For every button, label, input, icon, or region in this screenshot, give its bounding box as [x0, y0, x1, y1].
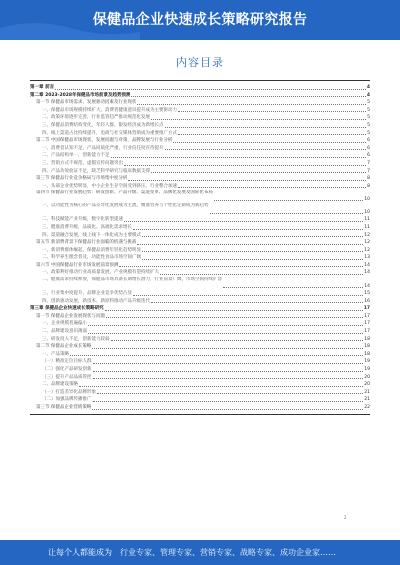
toc-entry[interactable] — [30, 381, 370, 389]
toc-entry-text: 二、科学养生理念普及，功能性食品市场空间广阔 — [42, 255, 141, 261]
toc-entry-page: 22 — [364, 404, 370, 410]
toc-dot-leader — [97, 393, 363, 394]
toc-entry-page: 6 — [367, 138, 370, 144]
toc-entry-text: （一）打造差异化品牌形象 — [42, 389, 96, 395]
toc-dot-leader — [92, 409, 363, 410]
toc-entry[interactable] — [30, 168, 370, 176]
toc-entry[interactable] — [30, 366, 370, 374]
toc-dot-leader — [178, 187, 366, 188]
toc-entry-page: 8 — [367, 176, 370, 182]
toc-entry-text: 三、营销方式不规范，虚假宣传问题突出 — [42, 160, 123, 166]
toc-heading: 内容目录 — [176, 56, 224, 69]
toc-entry-text: 第六节 中国保健品行业市场发展前景预测 — [36, 262, 119, 268]
toc-entry-page: 7 — [367, 160, 370, 166]
toc-entry[interactable] — [30, 269, 370, 277]
toc-dot-leader — [79, 386, 363, 387]
toc-entry[interactable] — [30, 247, 370, 255]
toc-entry-page: 12 — [364, 232, 370, 238]
toc-entry-page: 18 — [364, 351, 370, 357]
toc-entry-page: 7 — [367, 168, 370, 174]
toc-entry-text: 二、政策环境逐步完善，行业监管趋严推动规范化发展 — [42, 115, 150, 121]
toc-entry-page: 4 — [366, 92, 370, 98]
toc-entry[interactable] — [30, 254, 370, 262]
toc-entry-page: 5 — [367, 115, 370, 121]
toc-entry-page: 21 — [364, 397, 370, 403]
toc-entry-text: 二、健康需求持续释放，保健品市场具备长期增长潜力，行业前景广阔，市场空间持续扩容 — [42, 277, 222, 283]
toc-entry[interactable] — [30, 404, 370, 412]
toc-entry[interactable] — [30, 336, 370, 344]
toc-entry[interactable] — [30, 239, 370, 247]
toc-dot-leader — [214, 200, 363, 201]
toc-dot-leader — [137, 244, 363, 245]
toc-dot-leader — [93, 401, 364, 402]
toc-entry[interactable] — [30, 114, 370, 122]
toc-entry-text: 一、消费者认知不足，产品同质化严重，行业信任度有待提升 — [42, 145, 164, 151]
toc-entry-text: 三、研发投入不足，创新能力较弱 — [42, 336, 110, 342]
toc-entry[interactable] — [30, 183, 370, 191]
toc-entry-text: 第二章 2023-2028年保健品市场前景及趋势预测 — [30, 92, 131, 98]
toc-dot-leader — [151, 302, 363, 303]
toc-entry-text: （二）强化产品研发创新 — [42, 367, 92, 372]
toc-entry-page: 20 — [364, 382, 370, 388]
toc-entry-page: 12 — [364, 240, 370, 246]
toc-entry-text: 一、保健品市场规模持续扩大，消费者健康意识提升成为主要驱动力 — [42, 107, 177, 113]
toc-dot-leader — [88, 333, 363, 334]
toc-dot-leader — [210, 213, 364, 214]
toc-entry-page: 6 — [367, 145, 370, 151]
toc-entry-page: 18 — [364, 344, 370, 350]
toc-dot-leader — [92, 348, 363, 349]
toc-entry-text: 一、头部企业优势明显，中小企业生存空间受到挤压，行业整合加速 — [42, 183, 177, 189]
toc-entry-page: 17 — [364, 313, 370, 319]
toc-entry[interactable] — [30, 99, 370, 107]
toc-entry[interactable] — [30, 262, 370, 270]
toc-entry[interactable] — [30, 328, 370, 336]
toc-dot-leader — [111, 157, 367, 158]
toc-entry-text: 四、渠道融合发展，线上线下一体化成为主要模式 — [42, 232, 141, 238]
toc-entry-text: 一、政策利好推动行业高质量发展，产业规模有望持续扩大 — [42, 270, 159, 276]
toc-entry[interactable] — [30, 320, 370, 328]
toc-dot-leader — [142, 251, 363, 252]
toc-entry-page: 13 — [364, 255, 370, 261]
toc-entry-page: 5 — [367, 107, 370, 113]
toc-entry[interactable] — [30, 374, 370, 382]
toc-entry[interactable] — [30, 216, 370, 224]
toc-entry-page: 14 — [364, 262, 370, 268]
toc-entry-text: 第三章 保健品企业快速成长策略研究 — [30, 306, 104, 312]
toc-entry[interactable] — [30, 152, 370, 160]
toc-entry-page: 20 — [364, 374, 370, 380]
toc-dot-leader — [173, 142, 366, 143]
footer-bar — [0, 540, 400, 565]
toc-entry[interactable] — [30, 92, 370, 100]
toc-entry-text: 第一节 保健品市场需求、发展驱动因素及行业现状 — [36, 100, 137, 106]
toc-entry-page: 17 — [363, 306, 370, 312]
toc-dot-leader — [119, 266, 363, 267]
toc-entry-text: 三、保健品消费结构变化，年轻人群、银发经济成为新增长点 — [42, 122, 164, 128]
toc-entry-text: 二、品牌建设策略 — [42, 382, 78, 388]
toc-entry-text: 一、企业规模普遍偏小 — [42, 321, 87, 327]
toc-bottom-rule — [30, 414, 370, 415]
toc-entry-page: 5 — [367, 122, 370, 128]
toc-entry-text: 第四节 保健品行业发展趋势：研发创新、产品升级、渠道变革、品牌化发展及国际化布局 — [36, 190, 213, 196]
toc-entry[interactable] — [30, 175, 370, 183]
toc-entry[interactable] — [30, 396, 370, 404]
toc-entry-page: 19 — [364, 359, 370, 365]
toc-entry[interactable] — [30, 203, 370, 216]
toc-dot-leader — [133, 229, 363, 230]
toc-dot-leader — [142, 236, 363, 237]
toc-entry-text: （三）提升产品品质管控 — [42, 374, 92, 380]
toc-dot-leader — [133, 295, 363, 296]
toc-entry-text: 第二节 保健品企业成长策略 — [36, 344, 92, 350]
toc-dot-leader — [178, 134, 366, 135]
toc-entry-text: （一）精准定位目标人群 — [42, 359, 92, 365]
toc-entry-page: 14 — [364, 270, 370, 276]
toc-entry[interactable] — [30, 313, 370, 321]
toc-entry-text: 一、产品策略 — [42, 351, 69, 357]
toc-dot-leader — [93, 371, 364, 372]
toc-entry-text: 第五节 新消费背景下保健品行业面临的机遇与挑战 — [36, 240, 137, 246]
toc-entry-page: 18 — [364, 336, 370, 342]
toc-entry[interactable] — [30, 130, 370, 138]
toc-entry-text: 第三节 保健品行业竞争格局与市场集中度分析 — [36, 176, 128, 182]
toc-dot-leader — [55, 89, 366, 90]
toc-entry[interactable] — [30, 145, 370, 153]
toc-dot-leader — [165, 149, 367, 150]
toc-entry[interactable] — [30, 305, 370, 313]
toc-entry-page: 17 — [364, 321, 370, 327]
toc-dot-leader — [70, 355, 363, 356]
toc-entry-text: 三、健康消费升级，品质化、高端化需求增长 — [42, 224, 132, 230]
toc-dot-leader — [88, 325, 363, 326]
toc-dot-leader — [137, 104, 366, 105]
toc-dot-leader — [106, 317, 363, 318]
toc-entry-page: 6 — [367, 153, 370, 159]
toc-entry-text: 四、创新驱动发展，新技术、新原料推动产品升级迭代 — [42, 298, 150, 304]
toc-dot-leader — [131, 96, 365, 97]
toc-dot-leader — [178, 111, 366, 112]
toc-entry-page: 5 — [367, 100, 370, 106]
toc-entry-page: 10 — [364, 196, 370, 202]
toc-entry[interactable] — [30, 358, 370, 366]
toc-entry[interactable] — [30, 232, 370, 240]
toc-entry-text: 第三节 保健品企业营销策略 — [36, 404, 92, 410]
toc-entry-page: 12 — [364, 247, 370, 253]
toc-dot-leader — [93, 378, 364, 379]
toc-entry[interactable] — [30, 224, 370, 232]
footer-tagline: 行业专家、管理专家、营销专家、战略专家、成功企业家…… — [120, 548, 336, 557]
toc-entry-text: 第一章 前言 — [30, 85, 55, 90]
toc-entry-page: 16 — [364, 298, 370, 304]
toc-dot-leader — [160, 274, 363, 275]
report-title: 保健品企业快速成长策略研究报告 — [92, 12, 308, 28]
toc-entry-page: 10 — [364, 209, 370, 215]
toc-entry-page: 17 — [364, 329, 370, 335]
toc-entry-page: 21 — [364, 389, 370, 395]
toc-entry[interactable] — [30, 107, 370, 115]
toc-entry-text: 第二节 中国保健品市场现状、发展问题与对策，品牌发展与行业分析 — [36, 138, 173, 144]
toc-entry[interactable] — [30, 84, 370, 92]
toc-entry-page: 4 — [366, 85, 370, 90]
toc-dot-leader — [151, 119, 366, 120]
toc-top-rule — [30, 80, 370, 81]
toc-entry[interactable] — [30, 343, 370, 351]
toc-entry-text: 一、新消费群体崛起，保健品消费年轻化趋势明显 — [42, 247, 141, 253]
toc-entry[interactable] — [30, 389, 370, 397]
toc-entry-text: 第一节 保健品企业发展现状与问题 — [36, 313, 105, 319]
toc-entry-page: 8 — [367, 183, 370, 189]
toc-entry[interactable] — [30, 160, 370, 168]
toc-entry-text: 二、品牌建设意识薄弱 — [42, 329, 87, 335]
toc-entry-text: 一、以功能性为核心的产品差异化发展成为主流，精准营养与个性化定制成为新趋势 — [42, 203, 209, 209]
toc-dot-leader — [111, 340, 364, 341]
toc-dot-leader — [223, 287, 363, 288]
toc-entry-text: 四、产品功效验证不足，缺乏科学研究与临床数据支撑 — [42, 168, 150, 174]
toc-dot-leader — [124, 221, 363, 222]
toc-entry[interactable] — [30, 137, 370, 145]
toc-entry[interactable] — [30, 290, 370, 298]
page-number: 2 — [344, 515, 347, 520]
toc-entry-page: 11 — [364, 217, 370, 223]
toc-entry-text: （二）加强品牌传播推广 — [42, 397, 92, 403]
toc-entry-page: 19 — [364, 367, 370, 372]
toc-entry-page: 11 — [364, 224, 370, 230]
footer-slogan: 让每个人都能成为 — [48, 548, 112, 557]
toc-entry-page: 15 — [364, 291, 370, 297]
toc-entry[interactable] — [30, 122, 370, 130]
toc-dot-leader — [142, 259, 363, 260]
toc-entry-page: 5 — [367, 130, 370, 136]
toc-entry-text: 四、线上渠道占比持续提升，电商与社交媒体营销成为重要推广方式 — [42, 130, 177, 136]
toc-entry-text: 二、产品结构单一，创新能力不足 — [42, 153, 110, 159]
toc-list — [30, 84, 370, 412]
toc-entry-text: 二、科技赋能产业升级，数字化转型提速 — [42, 217, 123, 223]
toc-entry[interactable] — [30, 277, 370, 290]
toc-entry[interactable] — [30, 298, 370, 306]
toc-dot-leader — [165, 127, 367, 128]
report-header-bar — [0, 0, 400, 40]
toc-dot-leader — [124, 165, 366, 166]
toc-dot-leader — [93, 363, 364, 364]
toc-dot-leader — [105, 310, 363, 311]
toc-entry[interactable] — [30, 351, 370, 359]
toc-entry[interactable] — [30, 190, 370, 203]
toc-entry-page: 14 — [364, 283, 370, 289]
toc-dot-leader — [151, 172, 366, 173]
toc-entry-text: 三、行业集中度提升，品牌企业竞争优势凸显 — [42, 291, 132, 297]
toc-dot-leader — [128, 180, 366, 181]
